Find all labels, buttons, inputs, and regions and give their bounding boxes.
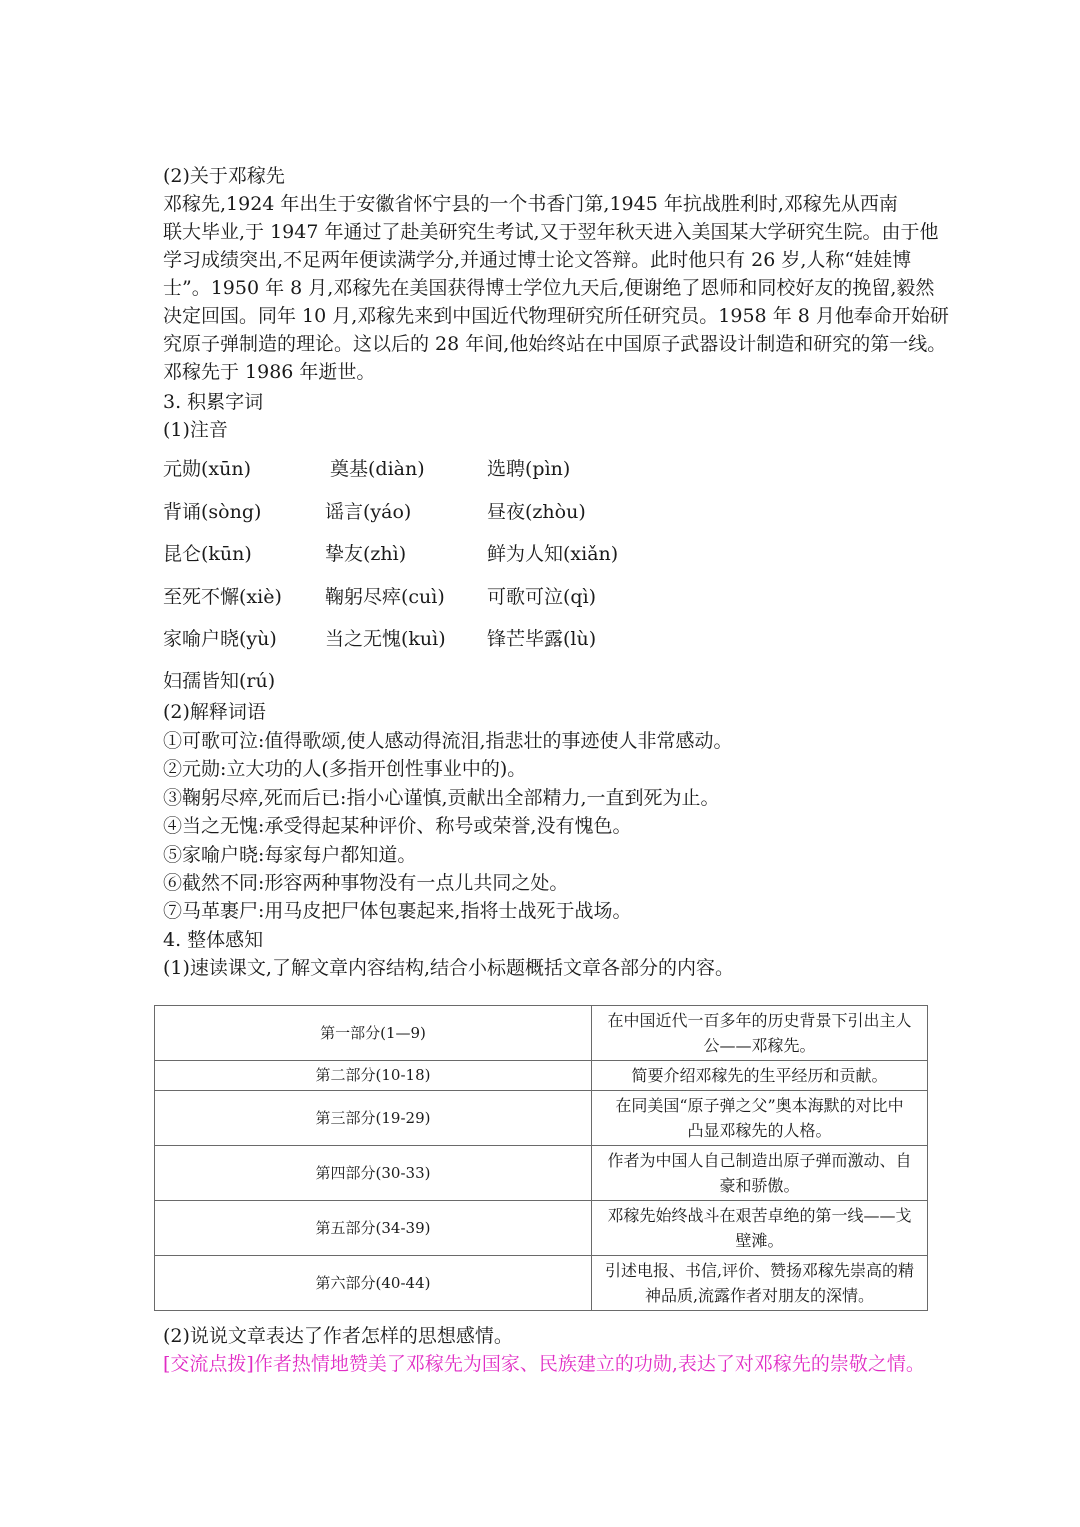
question-2: (2)说说文章表达了作者怎样的思想感情。 — [163, 1325, 513, 1347]
vocab-item: 背诵(sòng) — [163, 501, 262, 523]
table-row — [155, 1061, 928, 1091]
table-cell-part: 第六部分(40-44) — [155, 1256, 592, 1311]
summary-line: 作者为中国人自己制造出原子弹而激动、自 — [607, 1151, 912, 1170]
paragraph-line: 联大毕业,于 1947 年通过了赴美研究生考试,又于翌年秋天进入美国某大学研究生院。由于他 — [163, 221, 939, 243]
summary-line: 凸显邓稼先的人格。 — [687, 1121, 832, 1140]
summary-line: 神品质,流露作者对朋友的深情。 — [644, 1286, 875, 1305]
summary-line: 在中国近代一百多年的历史背景下引出主人 — [607, 1011, 912, 1030]
explanation-item: ②元勋:立大功的人(多指开创性事业中的)。 — [163, 758, 527, 780]
vocab-item: 当之无愧(kuì) — [325, 628, 446, 650]
table-row — [155, 1091, 928, 1146]
subheading-pinyin: (1)注音 — [163, 419, 228, 441]
section-heading-about: (2)关于邓稼先 — [163, 165, 285, 187]
vocab-item: 谣言(yáo) — [325, 501, 412, 523]
paragraph-line: 士”。1950 年 8 月,邓稼先在美国获得博士学位九天后,便谢绝了恩师和同校好友的挽留,毅然 — [163, 277, 935, 299]
vocab-item: 家喻户晓(yù) — [163, 628, 277, 650]
paragraph-line: 学习成绩突出,不足两年便读满学分,并通过博士论文答辩。此时他只有 26 岁,人称“娃娃博 — [163, 249, 912, 271]
table-cell-summary — [592, 1061, 928, 1091]
summary-line: 邓稼先始终战斗在艰苦卓绝的第一线——戈 — [607, 1206, 912, 1225]
vocab-item: 鲜为人知(xiǎn) — [487, 543, 619, 565]
explanation-item: ①可歌可泣:值得歌颂,使人感动得流泪,指悲壮的事迹使人非常感动。 — [163, 730, 733, 752]
vocab-item: 可歌可泣(qì) — [487, 586, 597, 608]
vocab-item: 锋芒毕露(lù) — [487, 628, 597, 650]
structure-table — [154, 1005, 928, 1311]
explanation-item: ④当之无愧:承受得起某种评价、称号或荣誉,没有愧色。 — [163, 815, 632, 837]
summary-line: 公——邓稼先。 — [703, 1036, 816, 1055]
table-cell-summary — [592, 1256, 928, 1311]
table-cell-summary — [592, 1006, 928, 1061]
table-row — [155, 1201, 928, 1256]
paragraph-line: 究原子弹制造的理论。这以后的 28 年间,他始终站在中国原子武器设计制造和研究的第一线。 — [163, 333, 947, 355]
vocab-item: 元勋(xūn) — [163, 458, 252, 480]
table-row — [155, 1256, 928, 1311]
answer-hint: [交流点拨]作者热情地赞美了邓稼先为国家、民族建立的功勋,表达了对邓稼先的崇敬之情。 — [163, 1353, 925, 1375]
subheading-explain: (2)解释词语 — [163, 701, 266, 723]
summary-line: 简要介绍邓稼先的生平经历和贡献。 — [631, 1066, 888, 1085]
explanation-item: ⑥截然不同:形容两种事物没有一点儿共同之处。 — [163, 872, 569, 894]
table-row — [155, 1146, 928, 1201]
table-cell-part: 第四部分(30-33) — [155, 1146, 592, 1201]
explanation-item: ⑦马革裹尸:用马皮把尸体包裹起来,指将士战死于战场。 — [163, 900, 632, 922]
summary-line: 在同美国“原子弹之父”奥本海默的对比中 — [615, 1096, 904, 1115]
summary-line: 壁滩。 — [735, 1231, 784, 1250]
vocab-item: 妇孺皆知(rú) — [163, 670, 276, 692]
explanation-item: ③鞠躬尽瘁,死而后已:指小心谨慎,贡献出全部精力,一直到死为止。 — [163, 787, 720, 809]
table-row — [155, 1006, 928, 1061]
vocab-item: 至死不懈(xiè) — [163, 586, 282, 608]
summary-line: 引述电报、书信,评价、赞扬邓稼先崇高的精 — [604, 1261, 915, 1280]
vocab-item: 昆仑(kūn) — [163, 543, 252, 565]
paragraph-line: 决定回国。同年 10 月,邓稼先来到中国近代物理研究所任研究员。1958 年 8 月他奉命开始研 — [163, 305, 949, 327]
vocab-item: 昼夜(zhòu) — [487, 501, 586, 523]
vocab-item: 挚友(zhì) — [325, 543, 407, 565]
table-cell-part: 第五部分(34-39) — [155, 1201, 592, 1256]
table-cell-part: 第一部分(1—9) — [155, 1006, 592, 1061]
question-1: (1)速读课文,了解文章内容结构,结合小标题概括文章各部分的内容。 — [163, 957, 734, 979]
paragraph-line: 邓稼先,1924 年出生于安徽省怀宁县的一个书香门第,1945 年抗战胜利时,邓稼先从西南 — [163, 193, 898, 215]
table-cell-summary — [592, 1091, 928, 1146]
table-cell-summary — [592, 1201, 928, 1256]
explanation-item: ⑤家喻户晓:每家每户都知道。 — [163, 844, 417, 866]
vocab-item: 鞠躬尽瘁(cuì) — [325, 586, 445, 608]
section-heading-words: 3. 积累字词 — [163, 391, 264, 413]
section-heading-overall: 4. 整体感知 — [163, 929, 264, 951]
paragraph-line: 邓稼先于 1986 年逝世。 — [163, 361, 376, 383]
table-cell-summary — [592, 1146, 928, 1201]
vocab-item: 奠基(diàn) — [330, 458, 425, 480]
table-cell-part: 第二部分(10-18) — [155, 1061, 592, 1091]
table-cell-part: 第三部分(19-29) — [155, 1091, 592, 1146]
vocab-item: 选聘(pìn) — [487, 458, 571, 480]
summary-line: 豪和骄傲。 — [719, 1176, 800, 1195]
